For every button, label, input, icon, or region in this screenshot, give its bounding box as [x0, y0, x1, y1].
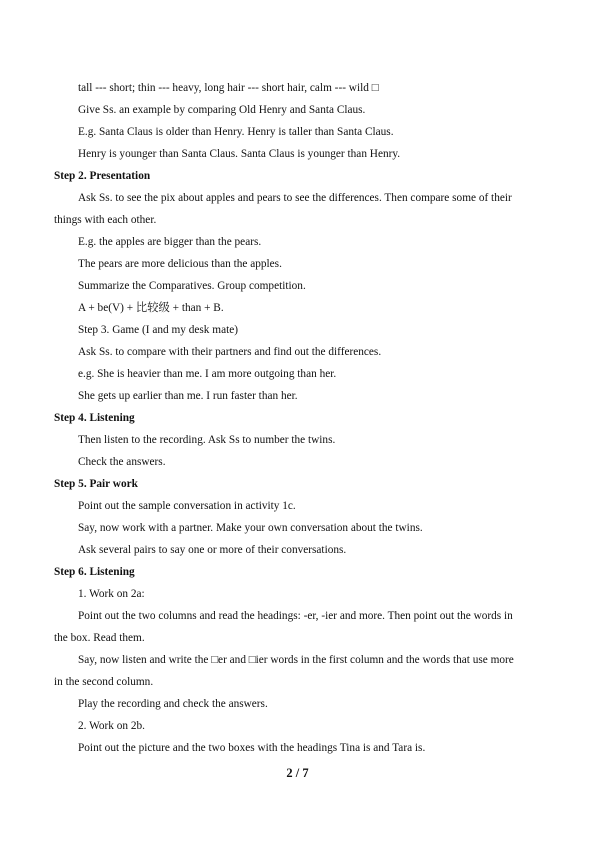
text-line: E.g. Santa Claus is older than Henry. Henry is taller than Santa Claus.	[78, 126, 394, 138]
text-line: 2. Work on 2b.	[78, 720, 145, 732]
text-line: Summarize the Comparatives. Group competition.	[78, 280, 306, 292]
text-line: Point out the sample conversation in activity 1c.	[78, 500, 296, 512]
text-line: Check the answers.	[78, 456, 166, 468]
section-heading: Step 2. Presentation	[54, 170, 151, 182]
text-line: Henry is younger than Santa Claus. Santa Claus is younger than Henry.	[78, 148, 401, 160]
text-line: in the second column.	[54, 676, 154, 688]
text-line: the box. Read them.	[54, 632, 145, 644]
text-line: The pears are more delicious than the apples.	[78, 258, 282, 270]
section-heading: Step 5. Pair work	[54, 478, 138, 490]
text-line: She gets up earlier than me. I run faster than her.	[78, 390, 298, 402]
text-line: Ask several pairs to say one or more of their conversations.	[78, 544, 347, 556]
text-line: Ask Ss. to see the pix about apples and pears to see the differences. Then compare some of their	[78, 192, 512, 204]
text-line: tall --- short; thin --- heavy, long hair --- short hair, calm --- wild □	[78, 82, 379, 94]
text-line: Give Ss. an example by comparing Old Henry and Santa Claus.	[78, 104, 366, 116]
text-line: Ask Ss. to compare with their partners and find out the differences.	[78, 346, 382, 358]
formula-line: A + be(V) + 比较级 + than + B.	[78, 302, 224, 314]
text-line: Step 3. Game (I and my desk mate)	[78, 324, 238, 336]
section-heading: Step 6. Listening	[54, 566, 135, 578]
page-number: 2 / 7	[286, 766, 309, 780]
section-heading: Step 4. Listening	[54, 412, 135, 424]
text-line: things with each other.	[54, 214, 157, 226]
text-line: Point out the picture and the two boxes with the headings Tina is and Tara is.	[78, 742, 426, 754]
text-line: Point out the two columns and read the headings: -er, -ier and more. Then point out the words in	[78, 610, 513, 622]
text-line: E.g. the apples are bigger than the pears.	[78, 236, 262, 248]
text-line: Say, now listen and write the □er and □ier words in the first column and the words that use more	[78, 654, 514, 666]
text-line: Say, now work with a partner. Make your own conversation about the twins.	[78, 522, 423, 534]
text-line: e.g. She is heavier than me. I am more outgoing than her.	[78, 368, 337, 380]
text-line: 1. Work on 2a:	[78, 588, 145, 600]
text-line: Then listen to the recording. Ask Ss to number the twins.	[78, 434, 336, 446]
text-line: Play the recording and check the answers.	[78, 698, 268, 710]
